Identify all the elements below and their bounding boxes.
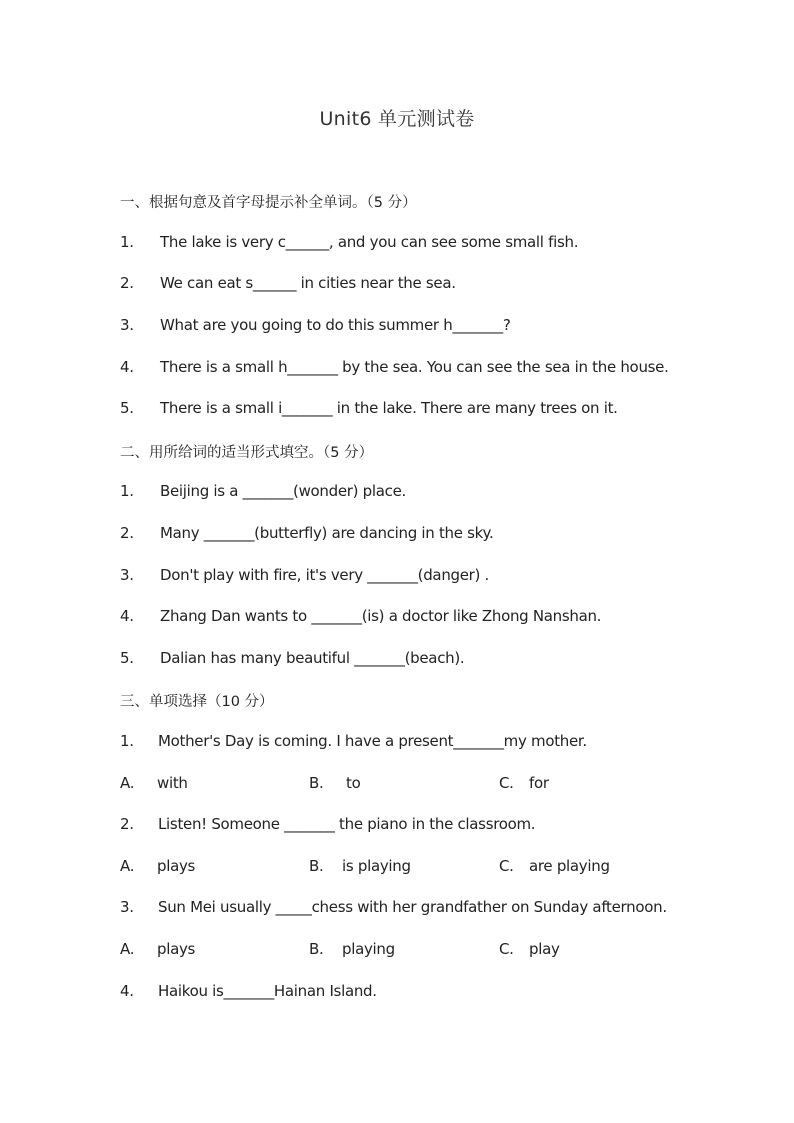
question-number: 2. [120,815,134,833]
option-label: C. [499,857,514,875]
option-text: is playing [342,857,411,875]
question-text: Mother's Day is coming. I have a present_______my mother. [158,732,587,750]
question-text: Listen! Someone _______ the piano in the classroom. [158,815,536,833]
item-number: 2. [120,524,134,542]
question-number: 1. [120,732,134,750]
question-number: 4. [120,982,134,1000]
option-text: playing [342,940,395,958]
option-text: play [529,940,560,958]
item-text: There is a small i_______ in the lake. There are many trees on it. [160,399,618,417]
item-text: Many _______(butterfly) are dancing in the sky. [160,524,494,542]
question-text: Sun Mei usually _____chess with her grandfather on Sunday afternoon. [158,898,667,916]
option-text: are playing [529,857,610,875]
item-number: 5. [120,399,134,417]
option-label: A. [120,774,135,792]
item-text: The lake is very c______, and you can see some small fish. [160,233,579,251]
option-text: for [529,774,549,792]
question-text: Haikou is_______Hainan Island. [158,982,377,1000]
section-1-heading: 一、根据句意及首字母提示补全单词。（5 分） [120,195,417,211]
item-text: Zhang Dan wants to _______(is) a doctor like Zhong Nanshan. [160,607,602,625]
item-text: What are you going to do this summer h_______? [160,316,511,334]
item-text: Dalian has many beautiful _______(beach). [160,649,465,667]
section-2-heading: 二、用所给词的适当形式填空。（5 分） [120,445,374,461]
item-number: 2. [120,274,134,292]
option-label: B. [309,940,324,958]
option-text: plays [157,857,196,875]
item-text: We can eat s______ in cities near the sea. [160,274,456,292]
item-text: Beijing is a _______(wonder) place. [160,482,406,500]
option-label: A. [120,857,135,875]
option-label: B. [309,774,324,792]
item-number: 5. [120,649,134,667]
item-number: 3. [120,316,134,334]
page-title: Unit6 单元测试卷 [319,108,475,130]
option-text: plays [157,940,196,958]
item-number: 4. [120,358,134,376]
item-number: 4. [120,607,134,625]
option-label: C. [499,774,514,792]
item-number: 1. [120,482,134,500]
item-number: 3. [120,566,134,584]
item-text: Don't play with fire, it's very _______(danger) . [160,566,490,584]
option-label: A. [120,940,135,958]
question-number: 3. [120,898,134,916]
section-3-heading: 三、单项选择（10 分） [120,694,274,710]
item-text: There is a small h_______ by the sea. You can see the sea in the house. [160,358,669,376]
option-label: B. [309,857,324,875]
item-number: 1. [120,233,134,251]
option-text: with [157,774,188,792]
option-label: C. [499,940,514,958]
option-text: to [346,774,361,792]
